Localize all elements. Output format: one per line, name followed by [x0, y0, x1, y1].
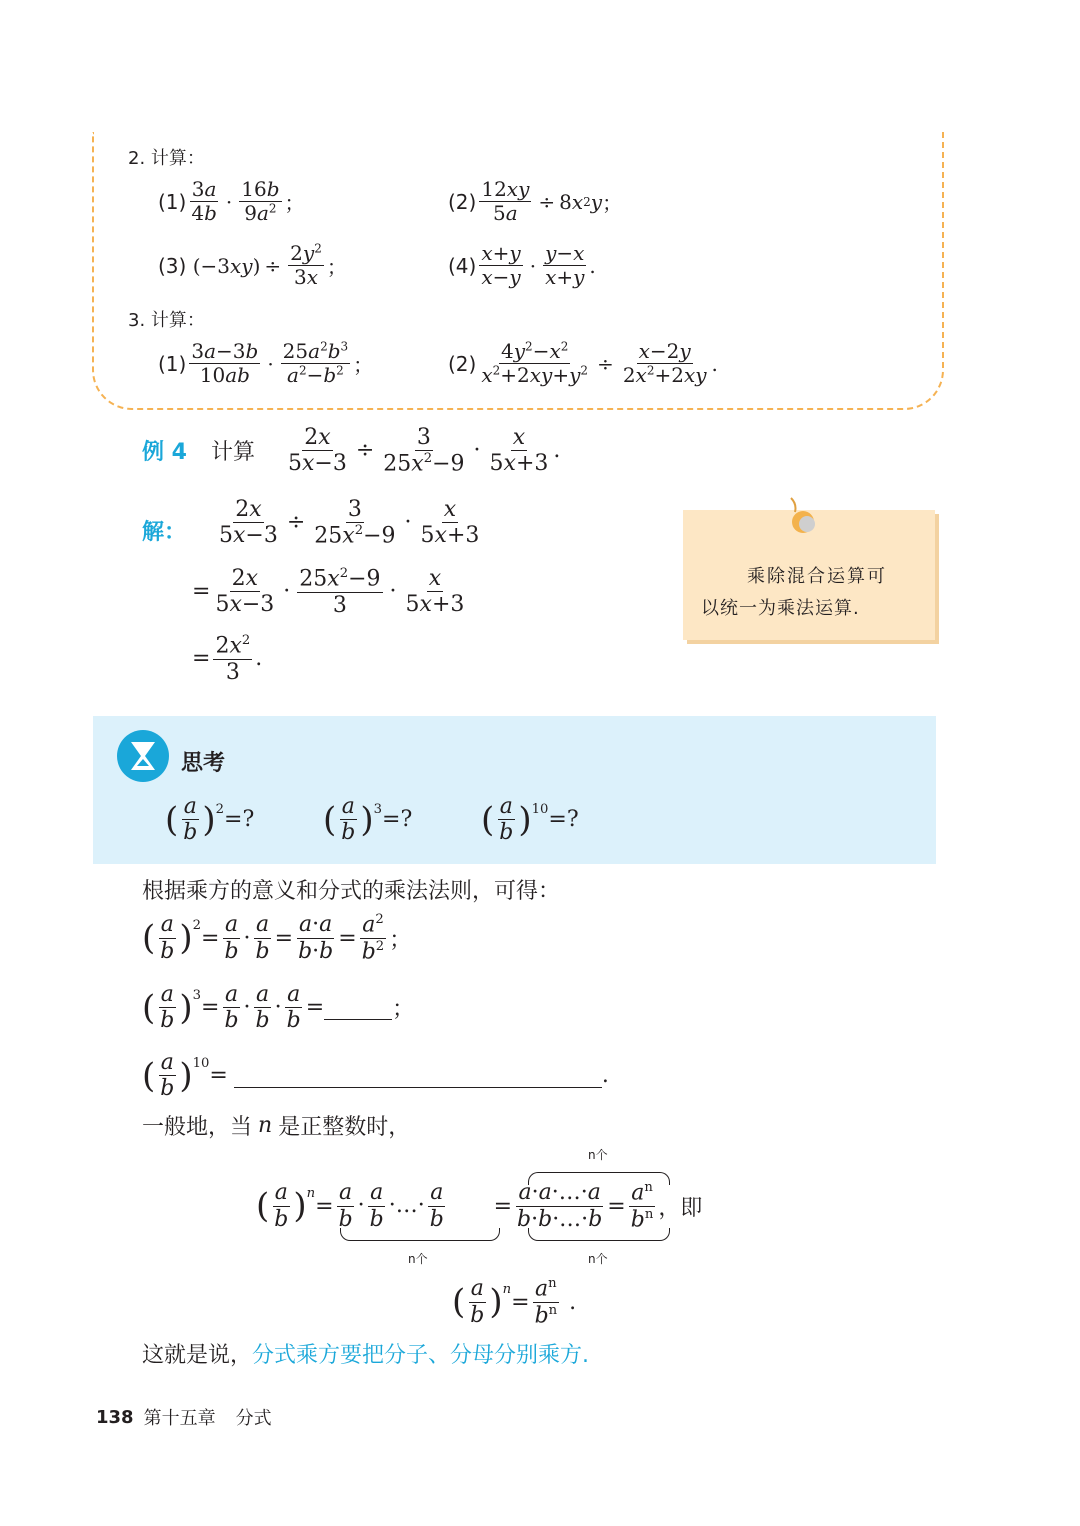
example-label: 例 4 [142, 440, 187, 466]
answer-blank-2[interactable] [234, 1063, 602, 1088]
hourglass-icon [115, 728, 171, 784]
pushpin-icon [783, 496, 819, 536]
conclusion [142, 1338, 589, 1369]
general-text: 一般地，当 [142, 1115, 253, 1140]
exercise-3-2: (2) $\frac{4y^2-x^2}{x^2+2xy+y^2}$ ÷ $\frac{x-2y}{2x^2+2xy}$ . [448, 339, 718, 387]
exercise-2-1: (1) 3a 4b · 16b $9a^2$ ； [158, 177, 305, 225]
power-rule-formula: ( a b ) $^n$ = $a^n$ $b^n$ . [452, 1276, 577, 1328]
power-10-derivation: ( a b ) $^{10}$ = . [142, 1050, 609, 1102]
exercise-2-label: 2. 计算： [128, 148, 205, 169]
exercise-3-label: 3. 计算： [128, 310, 205, 331]
q-suffix: =? [224, 807, 255, 833]
example-prompt: 计算 [210, 440, 255, 466]
item-label: (3) [158, 253, 187, 278]
note-line-1: 乘除混合运算可 [747, 566, 887, 587]
chapter-label: 第十五章 [143, 1408, 216, 1429]
brace-bottom-2 [528, 1228, 670, 1241]
exercise-2-2: (2) $\frac{12xy}{5a}$ ÷ 8 x 2 y ； [448, 177, 623, 225]
example-4: 例 4 计算 $\frac{2x}{5x-3}$ ÷ $\frac{3}{25x^2-9}$ · x 5x+3 . [142, 425, 561, 477]
think-q2: ( a b ) $^3$ =? [323, 794, 413, 846]
intro-text: 根据乘方的意义和分式的乘法法则，可得： [142, 879, 561, 904]
power-2-derivation: ( a b ) $^2$ = a b · a b = a·a b·b = $a^2$ $b^2$ ； [142, 912, 412, 964]
general-formula: ( a b ) $^n$ = $\frac{a}{b}$ · $\frac{a}{b}$ ·…· $\frac{a}{b}$ = a·a·…·a b·b·…·b = $a^n$ $b^n$ ，即 [256, 1180, 703, 1232]
item-label: (2) [448, 189, 477, 214]
think-box [93, 716, 936, 864]
conclusion-rule: 分式乘方要把分子、分母分别乘方. [252, 1343, 590, 1368]
q-suffix: =? [548, 807, 579, 833]
solution-step-3: = $2x^2$ 3 . [192, 633, 263, 685]
brace-top [528, 1172, 670, 1185]
solution-step-2: = 2x 5x−3 · $25x^2-9$ 3 · x 5x+3 [192, 566, 465, 618]
power-3-derivation: ( a b ) $^3$ = a b · a b · a b = ； [142, 982, 415, 1034]
think-q3: ( a b ) $^{10}$ =? [481, 794, 579, 846]
conclusion-prefix: 这就是说， [142, 1343, 253, 1368]
item-label: (1) [158, 351, 187, 376]
q-suffix: =? [382, 807, 413, 833]
item-label: (4) [448, 253, 477, 278]
think-title: 思考 [181, 751, 226, 776]
answer-blank-1[interactable] [324, 995, 392, 1020]
n-count-label-3: n个 [588, 1252, 608, 1266]
general-statement [142, 1110, 410, 1141]
n-count-label-1: n个 [408, 1252, 428, 1266]
think-q1: ( a b ) $^2$ =? [165, 794, 255, 846]
side-note [683, 510, 935, 640]
n-variable: n [258, 1113, 273, 1138]
note-line-2: 以统一为乘法运算. [701, 598, 860, 619]
footer [96, 1404, 272, 1430]
ji-text: ，即 [658, 1195, 703, 1221]
n-count-label-2: n个 [588, 1148, 608, 1162]
exercise-3-1: (1) 3a−3b 10ab · $25a^2b^3$ $a^2-b^2$ ； [158, 339, 374, 387]
item-label: (2) [448, 351, 477, 376]
solution-label: 解： [142, 520, 187, 545]
section-label: 分式 [235, 1408, 272, 1429]
general-rest: 是正整数时， [278, 1115, 411, 1140]
page-number: 138 [96, 1406, 134, 1428]
exercise-2-4: (4) x+y x−y · y−x x+y . [448, 241, 596, 289]
brace-bottom-1 [340, 1228, 500, 1241]
solution-step-1: $\frac{2x}{5x-3}$ ÷ $\frac{3}{25x^2-9}$ · x 5x+3 [219, 497, 480, 549]
exercise-2-3: (3) (−3 xy ) ÷ $\frac{2y^2}{3x}$ ； [158, 241, 347, 289]
item-label: (1) [158, 189, 187, 214]
